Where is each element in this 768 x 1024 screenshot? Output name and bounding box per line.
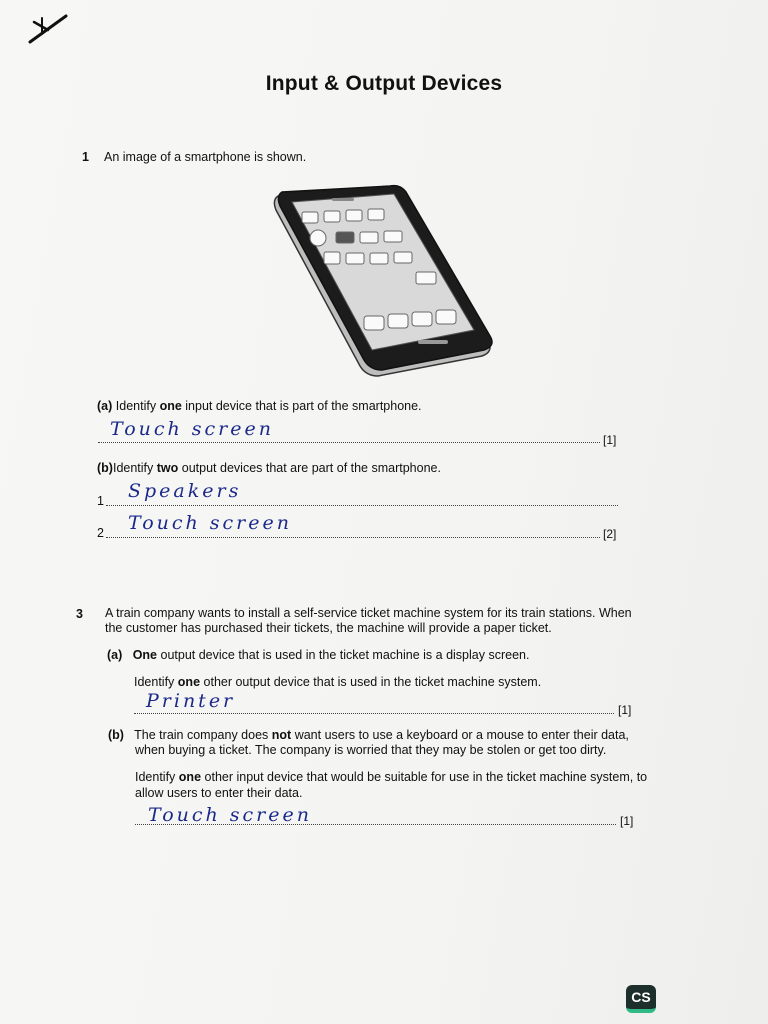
page-title: Input & Output Devices	[265, 72, 503, 95]
question-3a-text: (a) One output device that is used in the ticket machine is a display screen.	[107, 648, 530, 662]
marks-label: [2]	[603, 527, 617, 541]
smartphone-illustration	[262, 184, 494, 378]
question-3b-subtext-line2: allow users to enter their data.	[135, 786, 303, 800]
question-1b-text: (b)Identify two output devices that are part of the smartphone.	[97, 461, 441, 475]
answer-number: 1	[97, 494, 104, 508]
answer-line	[106, 536, 600, 538]
answer-1a[interactable]: Touch screen	[110, 418, 274, 440]
question-3-text-line2: the customer has purchased their tickets, the machine will provide a paper ticket.	[105, 621, 552, 635]
marks-label: [1]	[603, 433, 617, 447]
question-3b-text: (b) The train company does not want users to use a keyboard or a mouse to enter their data,	[108, 728, 629, 742]
question-1a-text: (a) Identify one input device that is part of the smartphone.	[97, 399, 422, 413]
answer-3b[interactable]: Touch screen	[148, 804, 312, 826]
answer-line	[135, 823, 616, 825]
tick-mark-icon	[26, 10, 70, 46]
answer-1b-1[interactable]: Speakers	[128, 480, 242, 502]
marks-label: [1]	[620, 814, 634, 828]
question-3b-subtext: Identify one other input device that would be suitable for use in the ticket machine system, to	[135, 770, 648, 784]
question-number: 3	[76, 607, 83, 621]
answer-line	[134, 712, 614, 714]
question-3b-text-line2: when buying a ticket. The company is worried that they may be stolen or get too dirty.	[135, 743, 607, 757]
camscanner-logo: CS	[626, 985, 656, 1013]
question-3a-subtext: Identify one other output device that is used in the ticket machine system.	[134, 675, 542, 689]
question-number: 1	[82, 150, 89, 164]
answer-number: 2	[97, 526, 104, 540]
answer-line	[106, 504, 618, 506]
answer-1b-2[interactable]: Touch screen	[128, 512, 292, 534]
question-text: An image of a smartphone is shown.	[104, 150, 307, 164]
answer-line	[98, 441, 600, 443]
marks-label: [1]	[618, 703, 632, 717]
question-3-text-line1: A train company wants to install a self-service ticket machine system for its train stations. When	[105, 606, 632, 620]
answer-3a[interactable]: Printer	[146, 690, 236, 712]
